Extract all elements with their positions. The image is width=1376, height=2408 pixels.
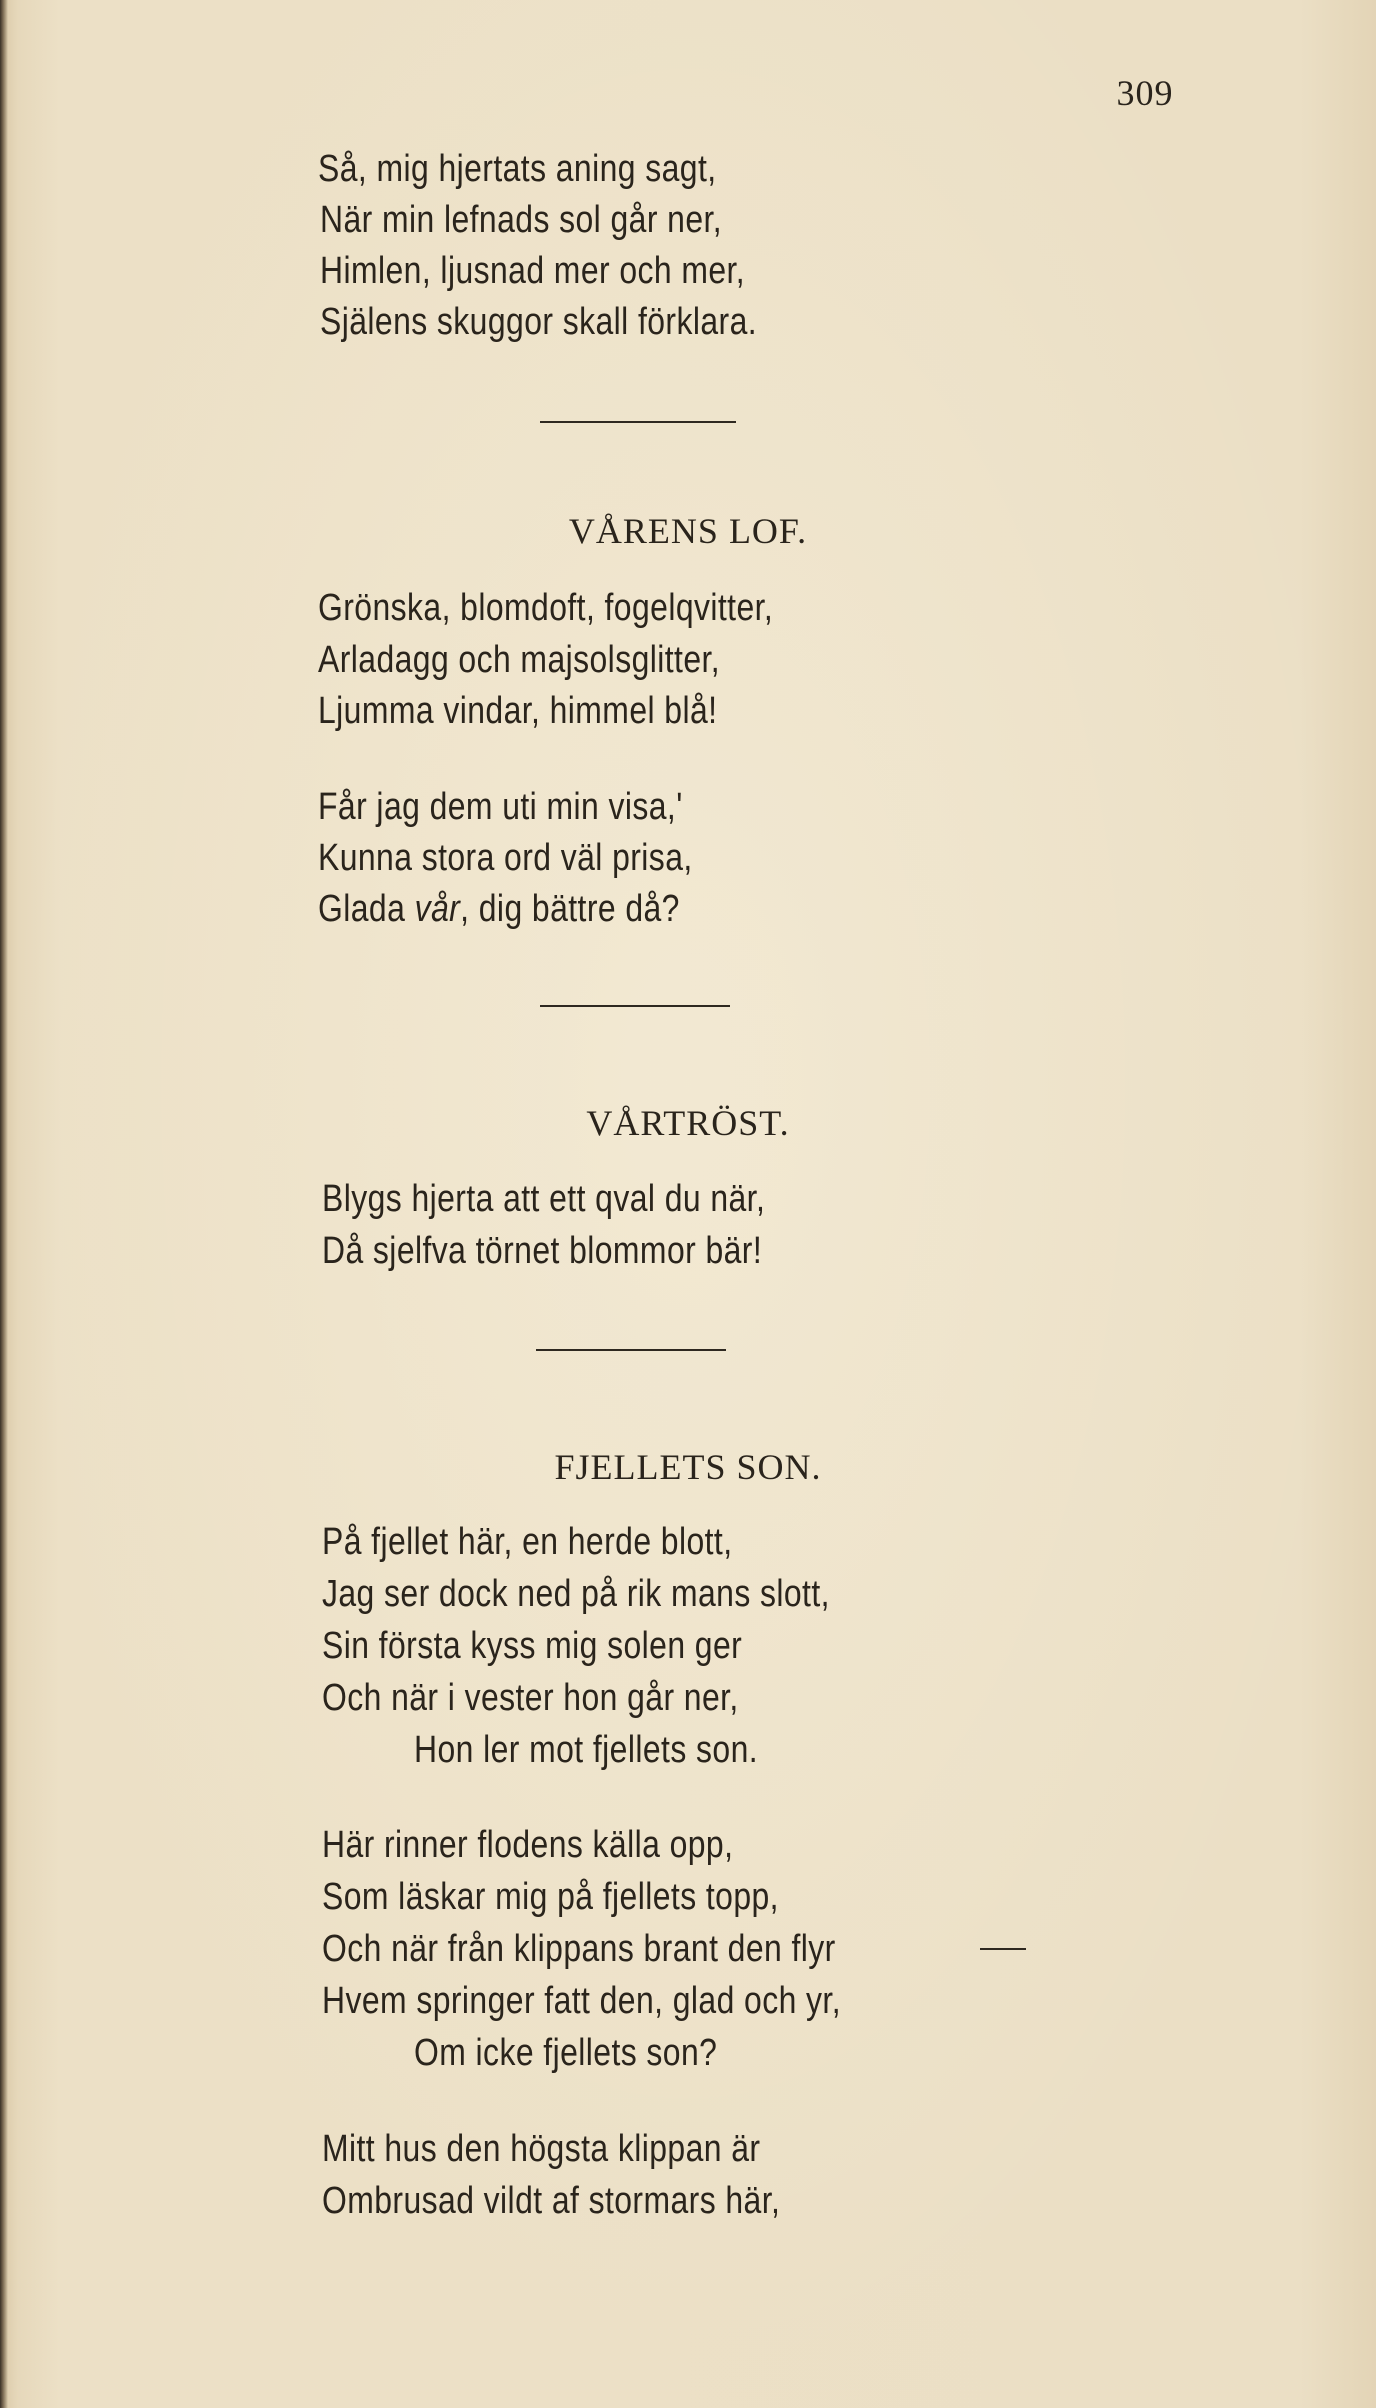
em-dash	[980, 1948, 1026, 1950]
poem-line: Himlen, ljusnad mer och mer,	[320, 250, 746, 292]
section-divider	[540, 421, 736, 423]
poem-line: Och när från klippans brant den flyr	[322, 1928, 836, 1970]
poem-line: Som läskar mig på fjellets topp,	[322, 1876, 779, 1918]
poem-line: Mitt hus den högsta klippan är	[322, 2128, 761, 2170]
poem-line: Om icke fjellets son?	[414, 2032, 718, 2074]
section-divider	[536, 1349, 726, 1351]
page-number: 309	[1116, 73, 1174, 113]
section-divider	[540, 1005, 730, 1007]
poem-line: Själens skuggor skall förklara.	[320, 301, 758, 343]
poem-line: Ombrusad vildt af stormars här,	[322, 2180, 781, 2222]
poem-line: Och när i vester hon går ner,	[322, 1677, 739, 1719]
poem-line: När min lefnads sol går ner,	[320, 199, 723, 241]
poem-line: Får jag dem uti min visa,'	[318, 786, 683, 828]
poem-line: Ljumma vindar, himmel blå!	[318, 690, 718, 732]
emphasized-word: vår	[414, 888, 461, 930]
poem-line	[318, 890, 680, 928]
poem-line: Grönska, blomdoft, fogelqvitter,	[318, 587, 774, 629]
poem-line: Kunna stora ord väl prisa,	[318, 837, 693, 879]
poem-line: Här rinner flodens källa opp,	[322, 1824, 734, 1866]
poem-line: Arladagg och majsolsglitter,	[318, 639, 721, 681]
line-text: , dig bättre då?	[460, 888, 680, 930]
poem-line: Då sjelfva törnet blommor bär!	[322, 1230, 763, 1272]
poem-title: VÅRENS LOF.	[568, 511, 808, 551]
poem-line: På fjellet här, en herde blott,	[322, 1521, 733, 1563]
poem-title: FJELLETS SON.	[554, 1447, 822, 1487]
poem-line: Sin första kyss mig solen ger	[322, 1625, 743, 1667]
poem-line: Hvem springer fatt den, glad och yr,	[322, 1980, 842, 2022]
poem-line: Blygs hjerta att ett qval du när,	[322, 1178, 766, 1220]
poem-line: Så, mig hjertats aning sagt,	[318, 148, 717, 190]
line-text: Glada	[318, 888, 415, 930]
poem-line: Jag ser dock ned på rik mans slott,	[322, 1573, 830, 1615]
poem-line: Hon ler mot fjellets son.	[414, 1729, 759, 1771]
page-gutter-shadow	[0, 0, 8, 2408]
poem-title: VÅRTRÖST.	[586, 1103, 790, 1143]
